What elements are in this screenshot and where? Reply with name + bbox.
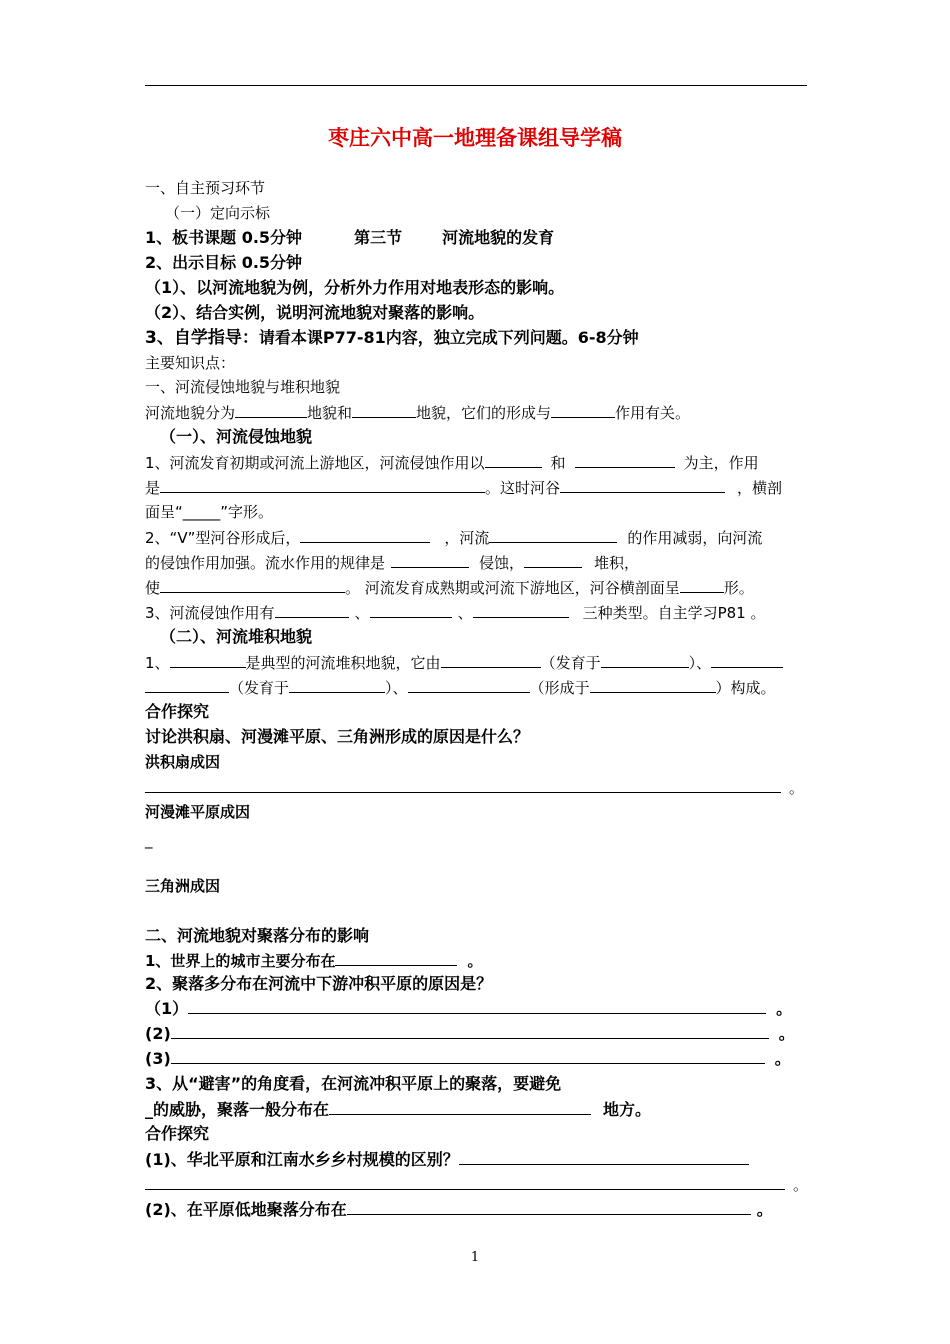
text: ，河流 [444,529,490,547]
question [145,974,492,994]
text: 。 [467,952,483,970]
text: ，横剖 [737,479,783,497]
text: 地方。 [603,1100,652,1119]
fill-line [145,452,759,473]
text: （形成于 [529,679,590,697]
blank[interactable] [329,1099,591,1115]
fill-line [145,677,776,698]
blank[interactable] [171,1048,765,1064]
fill-line [145,527,762,548]
blank[interactable] [524,552,582,568]
blank[interactable] [485,452,542,468]
text: （1） [145,999,189,1018]
answer-line [145,1174,808,1195]
blank[interactable] [489,527,617,543]
text: 一、河流侵蚀地貌与堆积地貌 [145,378,341,396]
answer-line [145,1023,795,1044]
text: 三种类型。自主学习P81 。 [582,604,766,622]
objectives-line [145,253,302,273]
text: ）、 [385,679,408,697]
text: 二、河流地貌对聚落分布的影响 [145,926,370,945]
answer-line [145,998,792,1019]
text: 。 [793,1176,809,1194]
answer-line [145,1048,791,1069]
answer-label [145,752,220,772]
text: 。 [789,779,805,797]
text: ）构成。 [715,679,776,697]
text: 1、 [145,654,170,672]
text: 。 [778,1024,795,1043]
blank[interactable] [170,652,246,668]
blank[interactable] [551,402,615,418]
objective-1 [145,278,564,298]
blank[interactable] [171,1023,769,1039]
blank[interactable] [711,652,783,668]
text: 请看本课P77-81内容，独立完成下列问题。6-8分钟 [258,328,639,347]
objective-2 [145,303,484,323]
text: 和 [550,454,566,472]
text: 。 河流发育成熟期或河流下游地区，河谷横剖面呈 [345,579,680,597]
blank[interactable] [335,950,457,966]
text: 合作探究 [145,1124,210,1143]
text: 合作探究 [145,702,210,721]
text: （一）、河流侵蚀地貌 [160,427,313,446]
blank[interactable] [601,652,689,668]
knowledge-points-label [145,353,235,373]
fill-line [145,477,782,498]
text: 3、自学指导： [145,328,259,348]
blank[interactable] [473,602,569,618]
blank[interactable] [391,552,469,568]
text: 1、板书课题 0.5分钟 [145,228,303,247]
page-number: 1 [470,1250,480,1265]
text: 。 [776,999,793,1018]
text: 。 [756,1200,773,1219]
text: 地貌和 [307,404,353,422]
text: （1）、以河流地貌为例，分析外力作用对地表形态的影响。 [145,278,565,297]
blank[interactable] [680,577,724,593]
text: 2、聚落多分布在河流中下游冲积平原的原因是？ [145,974,493,993]
text: 第三节 [354,228,403,247]
blank[interactable] [459,1149,749,1165]
fill-line [145,577,754,598]
text: （二）、河流堆积地貌 [160,627,313,646]
blank[interactable] [347,1199,751,1215]
blank[interactable] [145,677,229,693]
text: _ [145,831,153,849]
blank[interactable] [145,777,781,793]
fill-line [145,602,765,623]
text: 洪积扇成因 [145,753,221,771]
text: 形。 [723,579,754,597]
text: (2)、在平原低地聚落分布在 [145,1200,347,1219]
text: 讨论洪积扇、河漫滩平原、三角洲形成的原因是什么？ [145,727,530,746]
subsection-heading [160,427,312,447]
cooperation-heading [145,702,209,722]
text: 为主，作用 [683,454,759,472]
blank[interactable] [289,677,385,693]
subsection-heading [165,203,270,223]
text: 。 [774,1049,791,1068]
text: 河漫滩平原成因 [145,803,251,821]
text: (3) [145,1049,171,1068]
text: 地貌，它们的形成与 [416,404,552,422]
page-title: 枣庄六中高一地理备课组导学稿 [328,126,622,150]
cooperation-heading [145,1124,209,1144]
fill-line [145,502,273,522]
section-heading [145,926,369,946]
text: 、 [457,604,473,622]
fill-line [145,402,690,423]
lesson-title-line [145,228,554,248]
text: _的威胁，聚落一般分布在 [145,1100,330,1119]
question [145,1074,561,1094]
text: (1)、华北平原和江南水乡乡村规模的区别？ [145,1150,459,1169]
text: 、 [354,604,370,622]
text: 2、出示目标 0.5分钟 [145,253,303,272]
text: 面呈“_____”字形。 [145,503,274,521]
blank[interactable] [590,677,716,693]
text: 3、河流侵蚀作用有 [145,604,275,622]
header-rule [145,85,807,86]
blank[interactable] [188,998,766,1014]
text: 三角洲成因 [145,877,221,895]
answer-line [145,777,804,798]
text: 使 [145,579,161,597]
blank[interactable] [160,477,485,493]
blank[interactable] [370,602,452,618]
text: 1、河流发育初期或河流上游地区，河流侵蚀作用以 [145,454,485,472]
fill-line [145,950,482,971]
text: (2) [145,1024,171,1043]
text: 是典型的河流堆积地貌，它由 [245,654,441,672]
fill-line [145,1099,651,1120]
fill-line [145,652,783,673]
question [145,1149,749,1170]
text: （一）定向示标 [165,204,271,222]
blank[interactable] [160,577,345,593]
section-heading [145,178,265,198]
question [145,1199,773,1220]
text: 作用有关。 [615,404,691,422]
fill-line [145,552,639,573]
answer-label [145,802,250,822]
text: （发育于 [229,679,290,697]
blank[interactable] [560,477,725,493]
subsection-heading [160,627,312,647]
discussion-question [145,727,529,747]
text: 侵蚀， [479,554,525,572]
text: 是 [145,479,161,497]
answer-label [145,876,220,896]
blank[interactable] [145,1174,785,1190]
blank[interactable] [300,527,430,543]
text: 的侵蚀作用加强。流水作用的规律是 [145,554,386,572]
topic-heading [145,377,340,397]
blank[interactable] [408,677,530,693]
text: 1、世界上的城市主要分布在 [145,952,336,970]
text: 主要知识点： [145,354,236,372]
blank[interactable] [352,402,416,418]
blank[interactable] [575,452,675,468]
text: 堆积， [594,554,640,572]
text: 。这时河谷 [485,479,561,497]
text: 河流地貌的发育 [442,228,555,247]
blank[interactable] [275,602,349,618]
blank[interactable] [441,652,541,668]
text: ）、 [688,654,712,672]
text: 河流地貌分为 [145,404,236,422]
text: 3、从“避害”的角度看，在河流冲积平原上的聚落，要避免 [145,1074,562,1093]
text: 一、自主预习环节 [145,179,266,197]
self-study-guide [145,328,639,348]
answer-line [145,830,153,850]
text: （发育于 [540,654,601,672]
text: 2、“V”型河谷形成后， [145,529,301,547]
text: （2）、结合实例，说明河流地貌对聚落的影响。 [145,303,485,322]
text: 的作用减弱，向河流 [627,529,763,547]
blank[interactable] [235,402,307,418]
